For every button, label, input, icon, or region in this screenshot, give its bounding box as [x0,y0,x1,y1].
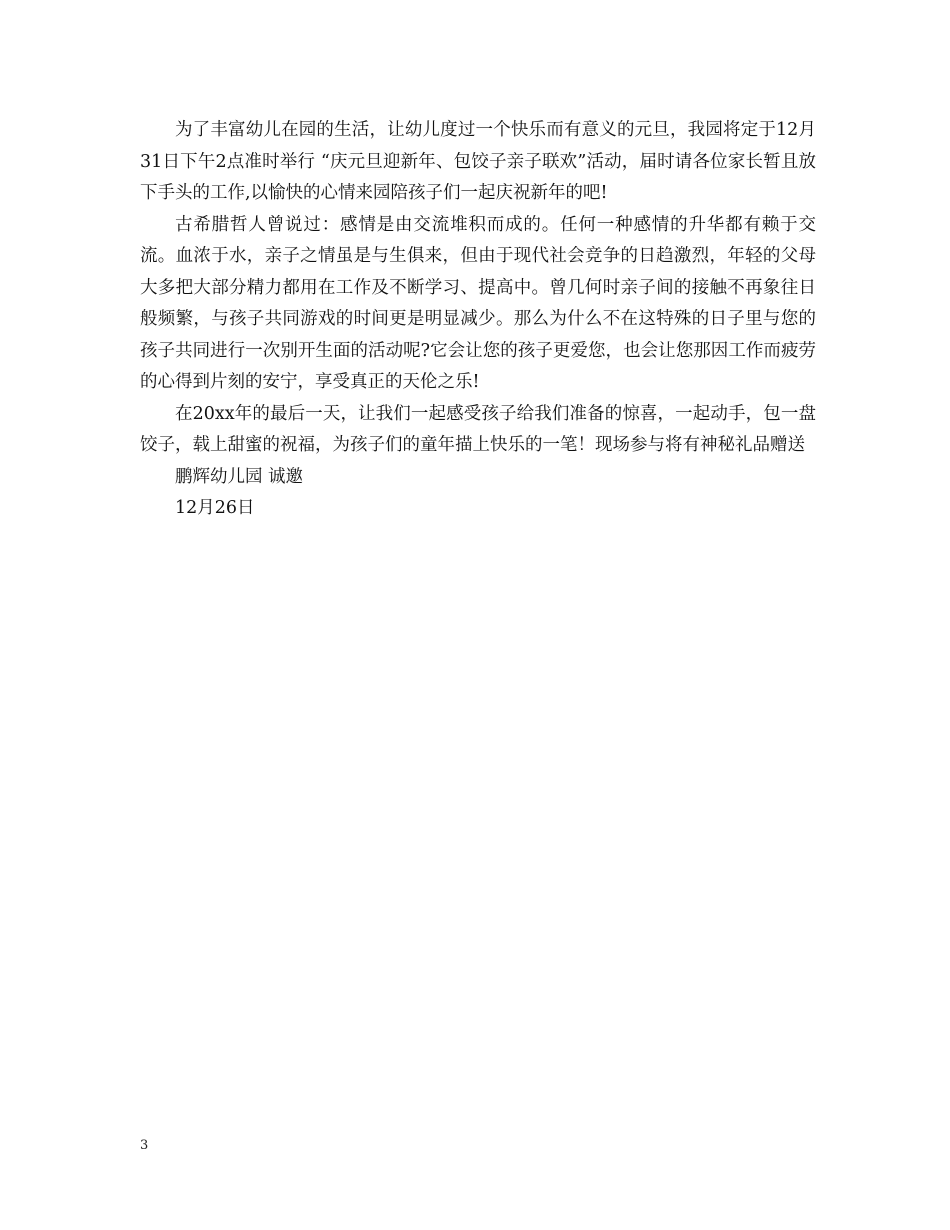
page-number: 3 [140,1138,149,1153]
paragraph-parent-child: 古希腊哲人曾说过：感情是由交流堆积而成的。任何一种感情的升华都有赖于交流。血浓于水，亲子之情虽是与生俱来，但由于现代社会竞争的日趋激烈，年轻的父母大多把大部分精力都用在工作及不断学习、提高中。曾几何时亲子间的接触不再象往日般频繁，与孩子共同游戏的时间更是明显减少。那么为什么不在这特殊的日子里与您的孩子共同进行一次别开生面的活动呢?它会让您的孩子更爱您，也会让您那因工作而疲劳的心得到片刻的安宁，享受真正的天伦之乐! [140,214,816,392]
signature: 鹏辉幼儿园 诚邀 [175,466,304,487]
document-body [140,115,816,525]
date: 12月26日 [175,498,255,518]
paragraph-invitation: 为了丰富幼儿在园的生活，让幼儿度过一个快乐而有意义的元旦，我园将定于12月31日下午2点准时举行 “庆元旦迎新年、包饺子亲子联欢”活动，届时请各位家长暂且放下手头的工作,以愉快的心情来园陪孩子们一起庆祝新年的吧! [140,120,816,203]
paragraph-year-end: 在20xx年的最后一天，让我们一起感受孩子给我们准备的惊喜，一起动手，包一盘饺子，载上甜蜜的祝福，为孩子们的童年描上快乐的一笔！现场参与将有神秘礼品赠送 [140,403,816,455]
